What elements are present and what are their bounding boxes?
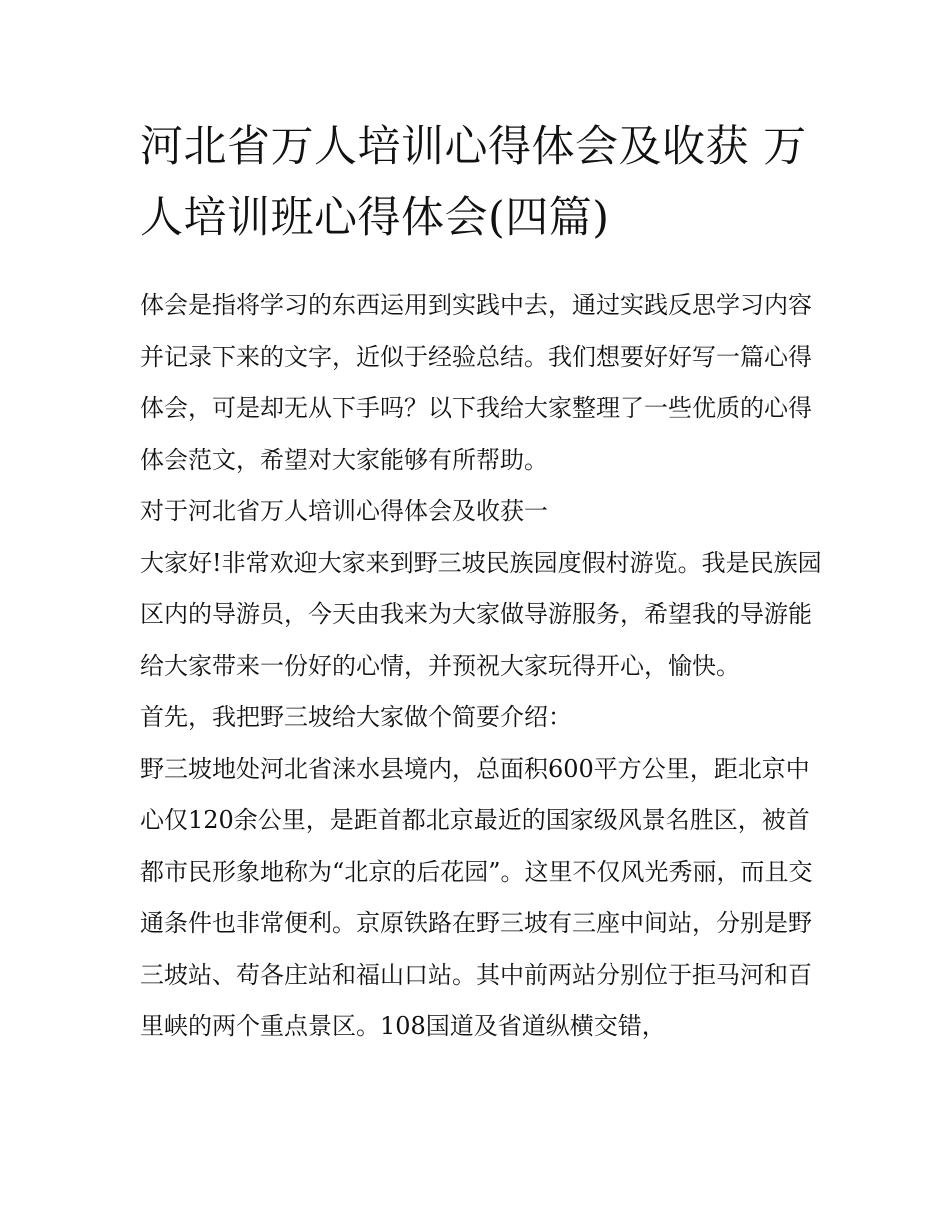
document-body <box>140 280 830 1053</box>
paragraph-intro: 体会是指将学习的东西运用到实践中去，通过实践反思学习内容并记录下来的文字，近似于经验总结。我们想要好好写一篇心得体会，可是却无从下手吗？以下我给大家整理了一些优质的心得体会范文，希望对大家能够有所帮助。 <box>140 291 812 474</box>
paragraph-intro-lead: 首先，我把野三坡给大家做个简要介绍： <box>140 703 572 731</box>
document-title: 河北省万人培训心得体会及收获 万人培训班心得体会(四篇) <box>140 122 807 243</box>
paragraph-section-heading: 对于河北省万人培训心得体会及收获一 <box>140 497 548 525</box>
paragraph-overview: 野三坡地处河北省涞水县境内，总面积600平方公里，距北京中心仅120余公里，是距首都北京最近的国家级风景名胜区，被首都市民形象地称为“北京的后花园”。这里不仅风光秀丽，而且交通条件也非常便利。京原铁路在野三坡有三座中间站，分别是野三坡站、苟各庄站和福山口站。其中前两站分别位于拒马河和百里峡的两个重点景区。108国道及省道纵横交错， <box>140 754 813 1040</box>
paragraph-greeting: 大家好!非常欢迎大家来到野三坡民族园度假村游览。我是民族园区内的导游员，今天由我来为大家做导游服务，希望我的导游能给大家带来一份好的心情，并预祝大家玩得开心，愉快。 <box>140 548 822 680</box>
